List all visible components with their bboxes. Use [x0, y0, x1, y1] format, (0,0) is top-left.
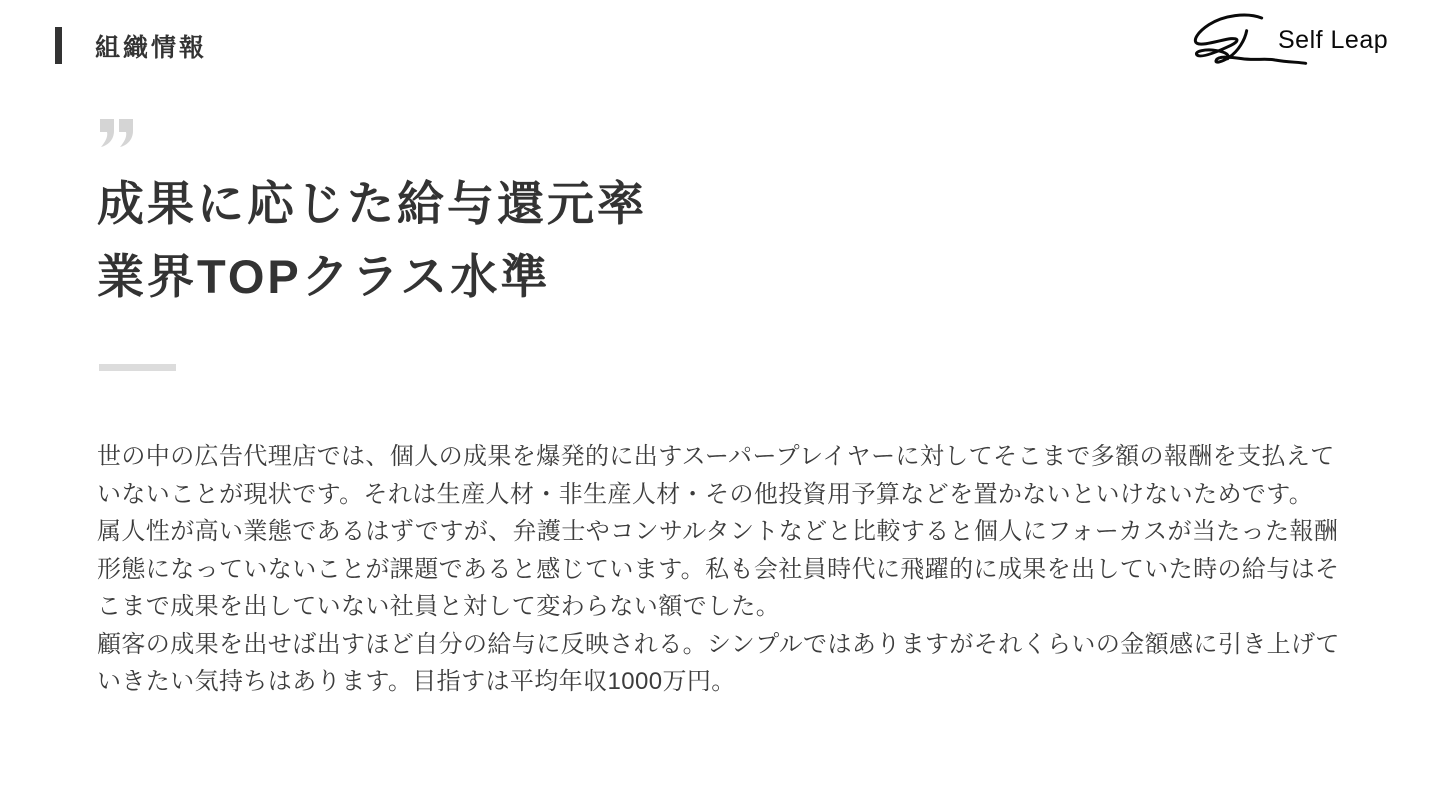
body-paragraph — [97, 438, 1340, 701]
quote-icon — [100, 119, 134, 147]
body-line: 属人性が高い業態であるはずですが、弁護士やコンサルタントなどと比較すると個人にフォーカスが当たった報酬 — [97, 518, 1339, 545]
body-line: 形態になっていないことが課題であると感じています。私も会社員時代に飛躍的に成果を出していた時の給与はそ — [97, 555, 1340, 583]
body-line: いきたい気持ちはあります。目指すは平均年収1000万円。 — [97, 668, 736, 695]
page-title — [97, 167, 647, 313]
page-title-line1: 成果に応じた給与還元率 — [97, 177, 647, 230]
section-title: 組織情報 — [95, 33, 208, 62]
accent-bar — [55, 27, 62, 64]
body-line: 世の中の広告代理店では、個人の成果を爆発的に出すスーパープレイヤーに対してそこまで多額の報酬を支払えて — [97, 443, 1335, 470]
body-line: 顧客の成果を出せば出すほど自分の給与に反映される。シンプルではありますがそれくらいの金額感に引き上げて — [97, 630, 1340, 658]
body-line: こまで成果を出していない社員と対して変わらない額でした。 — [97, 593, 781, 620]
section-header — [55, 27, 207, 64]
body-line: いないことが現状です。それは生産人材・非生産人材・その他投資用予算などを置かないといけないためです。 — [97, 480, 1314, 508]
divider — [99, 364, 176, 371]
brand-name: Self Leap — [1278, 26, 1389, 54]
page-title-line2: 業界TOPクラス水準 — [97, 250, 551, 303]
